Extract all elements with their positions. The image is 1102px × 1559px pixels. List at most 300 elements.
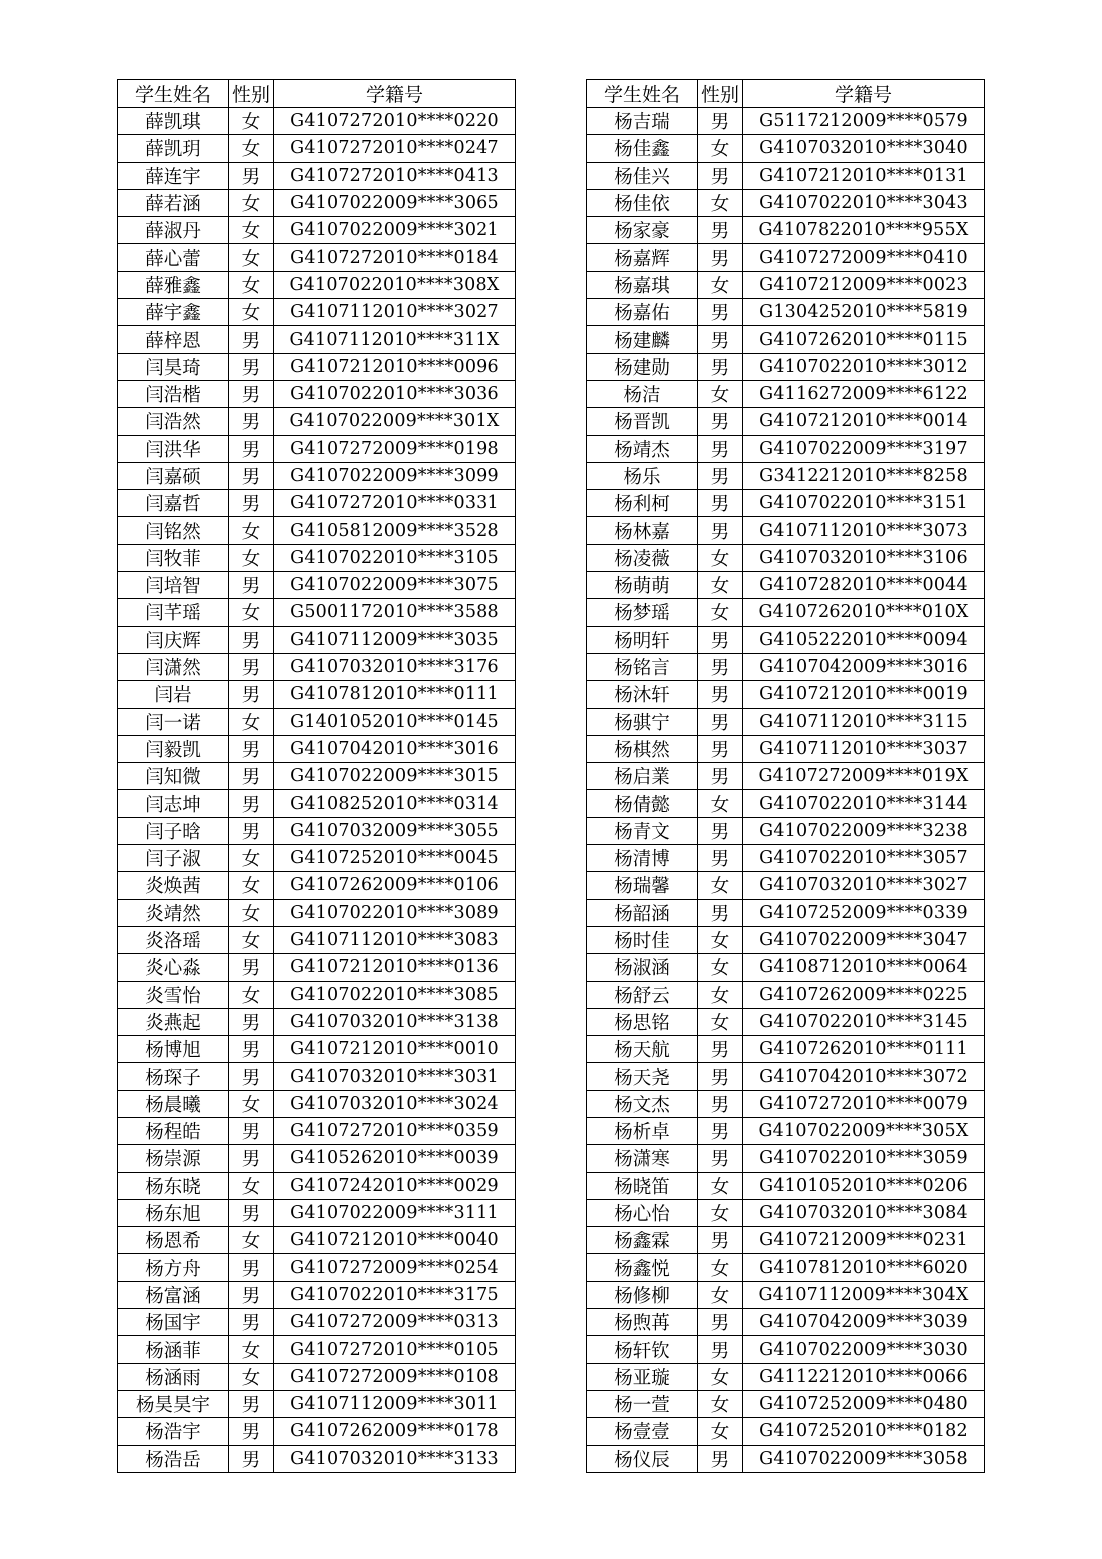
table-row [118, 845, 516, 872]
student-gender: 男 [698, 108, 743, 135]
student-name: 闫芊瑶 [118, 599, 229, 626]
student-gender: 男 [229, 1036, 274, 1063]
student-name: 杨煦苒 [587, 1309, 698, 1336]
student-id: G4107272009****0108 [274, 1363, 516, 1390]
student-name: 闫洪华 [118, 435, 229, 462]
student-name: 闫知微 [118, 763, 229, 790]
student-id: G5117212009****0579 [743, 108, 985, 135]
table-row [587, 544, 985, 571]
table-row [118, 817, 516, 844]
student-gender: 男 [698, 763, 743, 790]
table-row [118, 162, 516, 189]
table-row [587, 1363, 985, 1390]
student-gender: 男 [229, 763, 274, 790]
student-id: G4107242010****0029 [274, 1172, 516, 1199]
table-row [118, 954, 516, 981]
student-name: 杨乐 [587, 462, 698, 489]
student-gender: 女 [229, 1090, 274, 1117]
student-id: G4107212010****0019 [743, 681, 985, 708]
header-row [587, 80, 985, 108]
table-row [587, 653, 985, 680]
student-id: G4107022010****3012 [743, 353, 985, 380]
student-gender: 女 [698, 1254, 743, 1281]
student-name: 杨析卓 [587, 1117, 698, 1144]
table-row [587, 1145, 985, 1172]
student-id: G4107252010****0045 [274, 845, 516, 872]
student-id: G4107112010****3037 [743, 735, 985, 762]
student-gender: 男 [698, 1227, 743, 1254]
student-id: G4107252009****0480 [743, 1390, 985, 1417]
student-name: 杨博旭 [118, 1036, 229, 1063]
student-gender: 女 [229, 899, 274, 926]
student-id: G4107022009****3021 [274, 217, 516, 244]
student-name: 杨萌萌 [587, 572, 698, 599]
student-id: G4107022009****3065 [274, 189, 516, 216]
student-id: G4107032010****3106 [743, 544, 985, 571]
student-gender: 女 [698, 1199, 743, 1226]
student-name: 杨亚璇 [587, 1363, 698, 1390]
student-gender: 男 [698, 462, 743, 489]
student-gender: 男 [229, 1008, 274, 1035]
student-gender: 男 [229, 954, 274, 981]
table-row [118, 380, 516, 407]
student-name: 杨涵雨 [118, 1363, 229, 1390]
student-id: G3412212010****8258 [743, 462, 985, 489]
table-row [587, 1309, 985, 1336]
student-name: 杨骐宁 [587, 708, 698, 735]
student-gender: 女 [229, 189, 274, 216]
student-name: 闫岩 [118, 681, 229, 708]
table-row [587, 462, 985, 489]
student-gender: 女 [698, 572, 743, 599]
student-id: G4107262009****0225 [743, 981, 985, 1008]
table-row [587, 1199, 985, 1226]
student-gender: 女 [229, 108, 274, 135]
student-gender: 男 [229, 1281, 274, 1308]
table-row [587, 872, 985, 899]
student-gender: 女 [698, 135, 743, 162]
table-row [118, 1390, 516, 1417]
student-gender: 男 [229, 572, 274, 599]
student-gender: 男 [229, 462, 274, 489]
student-gender: 女 [229, 299, 274, 326]
student-gender: 女 [229, 599, 274, 626]
student-id: G4107112009****3035 [274, 626, 516, 653]
student-id: G4107272010****0184 [274, 244, 516, 271]
table-row [587, 763, 985, 790]
table-row [118, 435, 516, 462]
student-id: G4107032010****3138 [274, 1008, 516, 1035]
student-id: G4107032010****3031 [274, 1063, 516, 1090]
table-row [587, 1281, 985, 1308]
student-gender: 男 [698, 1117, 743, 1144]
student-id: G4107272009****019X [743, 763, 985, 790]
table-row [587, 735, 985, 762]
student-name: 闫庆辉 [118, 626, 229, 653]
table-row [118, 981, 516, 1008]
student-name: 杨淑涵 [587, 954, 698, 981]
student-gender: 男 [698, 1036, 743, 1063]
table-row [587, 326, 985, 353]
student-gender: 男 [229, 626, 274, 653]
student-name: 闫潇然 [118, 653, 229, 680]
student-name: 闫浩然 [118, 408, 229, 435]
student-id: G4107022009****301X [274, 408, 516, 435]
table-row [587, 244, 985, 271]
table-row [118, 1418, 516, 1445]
table-row [587, 162, 985, 189]
table-row [587, 572, 985, 599]
student-gender: 男 [229, 1418, 274, 1445]
student-id: G4108252010****0314 [274, 790, 516, 817]
table-row [587, 981, 985, 1008]
student-id: G4107282010****0044 [743, 572, 985, 599]
student-name: 杨吉瑞 [587, 108, 698, 135]
student-name: 杨棋然 [587, 735, 698, 762]
student-name: 杨文杰 [587, 1090, 698, 1117]
student-id: G4107032010****3024 [274, 1090, 516, 1117]
student-name: 薛凯琪 [118, 108, 229, 135]
student-gender: 男 [698, 845, 743, 872]
student-gender: 女 [229, 926, 274, 953]
student-id: G4107042009****3016 [743, 653, 985, 680]
table-row [118, 462, 516, 489]
student-gender: 男 [229, 1145, 274, 1172]
student-name: 炎靖然 [118, 899, 229, 926]
student-name: 闫浩楷 [118, 380, 229, 407]
table-row [587, 1090, 985, 1117]
header-row [118, 80, 516, 108]
student-gender: 男 [229, 1445, 274, 1472]
student-gender: 男 [229, 490, 274, 517]
student-gender: 男 [698, 899, 743, 926]
student-id: G4107212010****0040 [274, 1227, 516, 1254]
student-id: G4107112009****3011 [274, 1390, 516, 1417]
student-gender: 男 [229, 435, 274, 462]
student-id: G4107042010****3016 [274, 735, 516, 762]
student-id: G1304252010****5819 [743, 299, 985, 326]
table-row [118, 244, 516, 271]
table-row [587, 1227, 985, 1254]
student-name: 杨东旭 [118, 1199, 229, 1226]
student-gender: 男 [698, 490, 743, 517]
student-gender: 男 [229, 408, 274, 435]
student-gender: 男 [698, 708, 743, 735]
table-row [587, 1254, 985, 1281]
header-name: 学生姓名 [587, 80, 698, 108]
student-id: G4112212010****0066 [743, 1363, 985, 1390]
student-id: G4107042010****3072 [743, 1063, 985, 1090]
student-name: 杨启業 [587, 763, 698, 790]
table-row [118, 299, 516, 326]
table-row [118, 517, 516, 544]
student-name: 闫铭然 [118, 517, 229, 544]
student-gender: 女 [229, 544, 274, 571]
student-name: 杨鑫悦 [587, 1254, 698, 1281]
student-name: 闫嘉硕 [118, 462, 229, 489]
student-gender: 男 [698, 1063, 743, 1090]
student-id: G4107022010****3089 [274, 899, 516, 926]
student-gender: 男 [698, 244, 743, 271]
table-row [118, 1227, 516, 1254]
student-id: G4107272010****0105 [274, 1336, 516, 1363]
table-row [118, 1008, 516, 1035]
student-gender: 男 [229, 653, 274, 680]
student-id: G4107022010****308X [274, 271, 516, 298]
student-name: 杨仪辰 [587, 1445, 698, 1472]
student-name: 杨涵菲 [118, 1336, 229, 1363]
student-id: G4107262009****0106 [274, 872, 516, 899]
student-id: G4107112009****304X [743, 1281, 985, 1308]
student-name: 炎雪怡 [118, 981, 229, 1008]
student-name: 杨利柯 [587, 490, 698, 517]
student-name: 闫毅凯 [118, 735, 229, 762]
student-id: G1401052010****0145 [274, 708, 516, 735]
student-gender: 女 [698, 926, 743, 953]
student-id: G4107032010****3133 [274, 1445, 516, 1472]
student-id: G4107022010****3059 [743, 1145, 985, 1172]
student-id: G4107272010****0331 [274, 490, 516, 517]
table-row [118, 189, 516, 216]
student-id: G4107262010****010X [743, 599, 985, 626]
student-name: 杨嘉辉 [587, 244, 698, 271]
table-row [587, 790, 985, 817]
student-id: G4107022009****3058 [743, 1445, 985, 1472]
student-id: G4107252010****0182 [743, 1418, 985, 1445]
student-gender: 女 [229, 217, 274, 244]
student-name: 杨凌薇 [587, 544, 698, 571]
student-name: 杨轩钦 [587, 1336, 698, 1363]
student-name: 杨建勋 [587, 353, 698, 380]
table-row [118, 599, 516, 626]
student-gender: 男 [698, 326, 743, 353]
student-gender: 女 [698, 1390, 743, 1417]
student-gender: 男 [229, 817, 274, 844]
header-gender: 性别 [698, 80, 743, 108]
table-row [118, 926, 516, 953]
student-id: G4107022010****3043 [743, 189, 985, 216]
student-gender: 女 [698, 599, 743, 626]
student-gender: 男 [698, 1090, 743, 1117]
student-gender: 女 [229, 708, 274, 735]
student-name: 杨一萱 [587, 1390, 698, 1417]
student-name: 杨洁 [587, 380, 698, 407]
student-gender: 女 [229, 1363, 274, 1390]
student-name: 杨家豪 [587, 217, 698, 244]
table-row [587, 599, 985, 626]
student-gender: 女 [698, 1418, 743, 1445]
student-id: G4107022009****3030 [743, 1336, 985, 1363]
student-id: G4107272010****0220 [274, 108, 516, 135]
student-name: 杨浩宇 [118, 1418, 229, 1445]
student-id: G4107022010****3145 [743, 1008, 985, 1035]
student-gender: 女 [229, 981, 274, 1008]
student-id: G4101052010****0206 [743, 1172, 985, 1199]
student-gender: 女 [698, 872, 743, 899]
student-id: G4107272010****0079 [743, 1090, 985, 1117]
student-name: 杨嘉佑 [587, 299, 698, 326]
table-row [118, 490, 516, 517]
student-id: G4107262010****0111 [743, 1036, 985, 1063]
student-gender: 男 [698, 517, 743, 544]
student-name: 杨天航 [587, 1036, 698, 1063]
table-row [118, 899, 516, 926]
student-name: 杨壹壹 [587, 1418, 698, 1445]
student-gender: 男 [698, 162, 743, 189]
student-gender: 女 [698, 1172, 743, 1199]
student-name: 杨浩岳 [118, 1445, 229, 1472]
student-id: G4107022009****305X [743, 1117, 985, 1144]
student-gender: 女 [698, 1363, 743, 1390]
header-name: 学生姓名 [118, 80, 229, 108]
student-id: G4107822010****955X [743, 217, 985, 244]
student-name: 杨林嘉 [587, 517, 698, 544]
table-row [118, 353, 516, 380]
table-row [587, 1117, 985, 1144]
student-id: G4107272010****0247 [274, 135, 516, 162]
student-id: G4107112010****3027 [274, 299, 516, 326]
table-row [587, 353, 985, 380]
student-id: G4107212010****0136 [274, 954, 516, 981]
student-name: 杨晓笛 [587, 1172, 698, 1199]
student-name: 杨时佳 [587, 926, 698, 953]
student-name: 薛梓恩 [118, 326, 229, 353]
table-row [118, 1117, 516, 1144]
student-id: G4107212009****0231 [743, 1227, 985, 1254]
student-name: 杨鑫霖 [587, 1227, 698, 1254]
student-id: G4107112010****311X [274, 326, 516, 353]
student-id: G4107022010****3175 [274, 1281, 516, 1308]
table-row [118, 1199, 516, 1226]
student-gender: 女 [229, 1227, 274, 1254]
student-gender: 男 [229, 162, 274, 189]
student-name: 杨佳兴 [587, 162, 698, 189]
table-row [118, 1063, 516, 1090]
table-row [118, 271, 516, 298]
table-row [118, 544, 516, 571]
table-row [118, 572, 516, 599]
student-name: 杨建麟 [587, 326, 698, 353]
student-gender: 女 [698, 1281, 743, 1308]
student-name: 薛宇鑫 [118, 299, 229, 326]
student-gender: 女 [229, 135, 274, 162]
student-gender: 男 [698, 217, 743, 244]
student-name: 杨心怡 [587, 1199, 698, 1226]
student-gender: 男 [229, 1063, 274, 1090]
student-id: G4107272009****0198 [274, 435, 516, 462]
table-row [118, 790, 516, 817]
table-row [118, 1254, 516, 1281]
student-gender: 男 [229, 326, 274, 353]
student-name: 杨佳依 [587, 189, 698, 216]
student-id: G4107112010****3083 [274, 926, 516, 953]
table-row [118, 326, 516, 353]
student-id: G4107022010****3057 [743, 845, 985, 872]
table-row [118, 626, 516, 653]
student-gender: 男 [698, 1145, 743, 1172]
student-name: 闫一诺 [118, 708, 229, 735]
student-gender: 男 [229, 1390, 274, 1417]
table-row [587, 926, 985, 953]
student-gender: 男 [229, 353, 274, 380]
student-name: 杨嘉琪 [587, 271, 698, 298]
student-id: G4107272010****0413 [274, 162, 516, 189]
student-name: 杨修柳 [587, 1281, 698, 1308]
student-id: G4116272009****6122 [743, 380, 985, 407]
student-id: G4107022009****3238 [743, 817, 985, 844]
student-gender: 女 [698, 271, 743, 298]
student-gender: 男 [229, 380, 274, 407]
student-name: 杨昊昊宇 [118, 1390, 229, 1417]
student-id: G4107212010****0096 [274, 353, 516, 380]
table-row [587, 435, 985, 462]
table-row [587, 490, 985, 517]
student-gender: 女 [698, 1008, 743, 1035]
student-id: G4107022009****3099 [274, 462, 516, 489]
student-id: G4107022010****3105 [274, 544, 516, 571]
table-row [118, 735, 516, 762]
student-gender: 男 [698, 735, 743, 762]
table-row [118, 1336, 516, 1363]
student-id: G4105812009****3528 [274, 517, 516, 544]
student-name: 炎焕茜 [118, 872, 229, 899]
table-row [587, 108, 985, 135]
student-id: G4107112010****3073 [743, 517, 985, 544]
student-name: 杨程皓 [118, 1117, 229, 1144]
table-row [587, 626, 985, 653]
table-row [118, 1172, 516, 1199]
student-gender: 男 [698, 408, 743, 435]
student-id: G4107022009****3075 [274, 572, 516, 599]
table-row [118, 1281, 516, 1308]
student-id: G4107022009****3015 [274, 763, 516, 790]
student-name: 薛雅鑫 [118, 271, 229, 298]
student-id: G4107212010****0014 [743, 408, 985, 435]
student-name: 杨清博 [587, 845, 698, 872]
student-name: 杨铭言 [587, 653, 698, 680]
student-id: G4107212010****0131 [743, 162, 985, 189]
student-gender: 女 [229, 244, 274, 271]
student-gender: 男 [698, 353, 743, 380]
student-name: 闫子淑 [118, 845, 229, 872]
table-row [587, 954, 985, 981]
table-row [587, 899, 985, 926]
student-gender: 女 [698, 380, 743, 407]
table-row [118, 1309, 516, 1336]
table-row [587, 408, 985, 435]
student-name: 闫培智 [118, 572, 229, 599]
table-row [118, 1445, 516, 1472]
table-row [587, 1336, 985, 1363]
table-row [587, 217, 985, 244]
student-id: G4107022010****3036 [274, 380, 516, 407]
student-name: 闫嘉哲 [118, 490, 229, 517]
student-name: 杨舒云 [587, 981, 698, 1008]
student-name: 闫昊琦 [118, 353, 229, 380]
student-id: G4107032010****3040 [743, 135, 985, 162]
student-id: G4107112010****3115 [743, 708, 985, 735]
student-id: G4105222010****0094 [743, 626, 985, 653]
student-name: 杨国宇 [118, 1309, 229, 1336]
student-gender: 女 [229, 517, 274, 544]
student-name: 杨方舟 [118, 1254, 229, 1281]
table-row [118, 763, 516, 790]
table-row [118, 217, 516, 244]
student-id: G4107212009****0023 [743, 271, 985, 298]
student-id: G4105262010****0039 [274, 1145, 516, 1172]
student-name: 炎心淼 [118, 954, 229, 981]
student-id: G4107252009****0339 [743, 899, 985, 926]
